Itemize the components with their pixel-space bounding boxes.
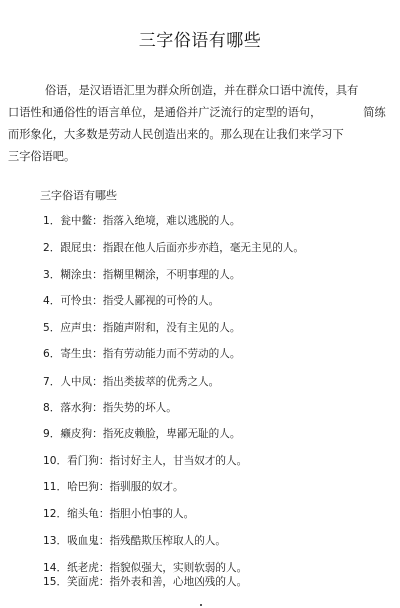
list-item-text: 哈巴狗：指驯服的奴才。 <box>67 481 184 493</box>
list-item <box>43 346 240 361</box>
list-item-text: 落水狗：指失势的坏人。 <box>60 402 177 414</box>
list-item-number: 4． <box>43 295 61 307</box>
list-item <box>43 293 219 308</box>
list-item <box>43 479 184 494</box>
list-item-text: 应声虫：指随声附和，没有主见的人。 <box>60 322 241 334</box>
list-item-text: 瓮中鳖：指落入绝境，难以逃脱的人。 <box>60 215 241 227</box>
list-item-number: 1． <box>43 215 61 227</box>
list-item <box>43 574 247 589</box>
list-item-number: 2． <box>43 242 61 254</box>
page-title: 三字俗语有哪些 <box>138 31 262 51</box>
list-item-text: 可怜虫：指受人鄙视的可怜的人。 <box>60 295 220 307</box>
intro-line: 而形象化，大多数是劳动人民创造出来的。那么现在让我们来学习下 <box>8 128 344 141</box>
list-item-number: 13． <box>43 535 68 547</box>
list-item-text: 笑面虎：指外表和善，心地凶残的人。 <box>67 576 248 588</box>
list-item-number: 9． <box>43 428 61 440</box>
intro-paragraph <box>8 80 388 168</box>
intro-line: 俗语，是汉语语汇里为群众所创造，并在群众口语中流传，具有 <box>45 84 359 97</box>
list-item-text: 吸血鬼：指残酷欺压榨取人的人。 <box>67 535 226 547</box>
list-item-number: 3． <box>43 269 61 281</box>
list-item-number: 6． <box>43 348 61 360</box>
intro-line-text: 简练 <box>363 106 386 119</box>
list-item-text: 看门狗：指讨好主人，甘当奴才的人。 <box>67 455 248 467</box>
list-item-number: 12． <box>43 508 68 520</box>
list-item-number: 15． <box>43 576 68 588</box>
section-heading: 三字俗语有哪些 <box>40 189 117 202</box>
list-item-number: 5． <box>43 322 61 334</box>
list-item <box>43 400 177 415</box>
list-item <box>43 213 240 228</box>
list-item <box>43 267 240 282</box>
list-item-number: 7． <box>43 376 61 388</box>
list-item-text: 癞皮狗：指死皮赖脸，卑鄙无耻的人。 <box>60 428 241 440</box>
list-item-number: 14． <box>43 562 68 574</box>
list-item <box>43 426 240 441</box>
intro-line <box>8 102 388 124</box>
list-item <box>43 453 247 468</box>
list-item-text: 糊涂虫：指糊里糊涂，不明事理的人。 <box>60 269 241 281</box>
list-item <box>43 560 247 575</box>
list-item <box>43 374 219 389</box>
list-item <box>43 240 304 255</box>
list-item-text: 纸老虎：指貌似强大，实则软弱的人。 <box>67 562 248 574</box>
list-item <box>43 533 226 548</box>
intro-line: 三字俗语吧。 <box>8 150 76 163</box>
list-item-number: 11． <box>43 481 68 493</box>
list-item-text: 人中凤：指出类拔萃的优秀之人。 <box>60 376 220 388</box>
list-item <box>43 506 194 521</box>
list-item-text: 跟屁虫：指跟在他人后面亦步亦趋，毫无主见的人。 <box>60 242 304 254</box>
list-item-number: 8． <box>43 402 61 414</box>
page-mark <box>200 604 202 606</box>
list-item-text: 寄生虫：指有劳动能力而不劳动的人。 <box>60 348 241 360</box>
list-item-text: 缩头龟：指胆小怕事的人。 <box>67 508 195 520</box>
list-item <box>43 320 240 335</box>
list-item-number: 10． <box>43 455 68 467</box>
intro-line-text: 口语性和通俗性的语言单位，是通俗并广泛流行的定型的语句， <box>8 106 322 119</box>
